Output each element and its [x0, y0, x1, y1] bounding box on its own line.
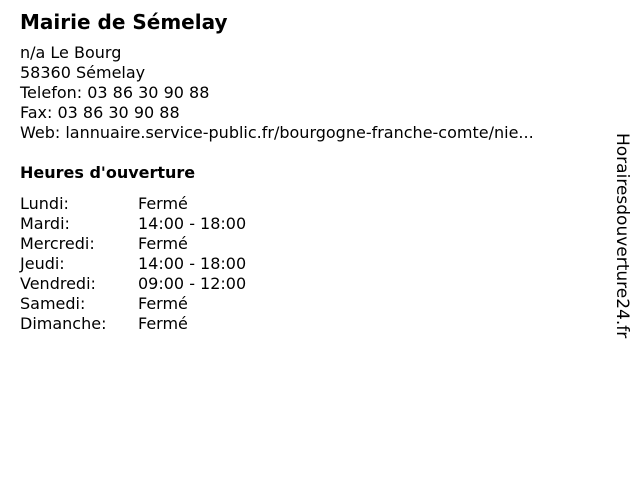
website-link: Web: lannuaire.service-public.fr/bourgogne-franche-comte/nie...	[20, 123, 534, 142]
day-label: Mercredi:	[20, 234, 95, 253]
page-title: Mairie de Sémelay	[20, 10, 228, 34]
day-hours: Fermé	[138, 194, 188, 213]
day-label: Mardi:	[20, 214, 70, 233]
opening-hours-list	[20, 194, 246, 334]
fax-number: Fax: 03 86 30 90 88	[20, 103, 180, 122]
day-label: Dimanche:	[20, 314, 107, 333]
hours-row-friday	[20, 274, 246, 294]
hours-row-thursday	[20, 254, 246, 274]
hours-row-tuesday	[20, 214, 246, 234]
day-hours: 14:00 - 18:00	[138, 254, 247, 273]
day-label: Samedi:	[20, 294, 86, 313]
hours-row-monday	[20, 194, 246, 214]
day-hours: Fermé	[138, 294, 188, 313]
day-hours: Fermé	[138, 234, 188, 253]
postal-city: 58360 Sémelay	[20, 63, 146, 82]
site-brand-vertical: Horairesdouverture24.fr	[612, 133, 632, 339]
day-hours: Fermé	[138, 314, 188, 333]
day-label: Lundi:	[20, 194, 69, 213]
hours-row-saturday	[20, 294, 246, 314]
day-hours: 09:00 - 12:00	[138, 274, 247, 293]
phone-number: Telefon: 03 86 30 90 88	[20, 83, 210, 102]
day-label: Vendredi:	[20, 274, 96, 293]
opening-hours-heading: Heures d'ouverture	[20, 163, 196, 182]
address-block	[20, 43, 586, 143]
hours-row-wednesday	[20, 234, 246, 254]
hours-row-sunday	[20, 314, 246, 334]
day-hours: 14:00 - 18:00	[138, 214, 247, 233]
day-label: Jeudi:	[20, 254, 65, 273]
street-address: n/a Le Bourg	[20, 43, 122, 62]
